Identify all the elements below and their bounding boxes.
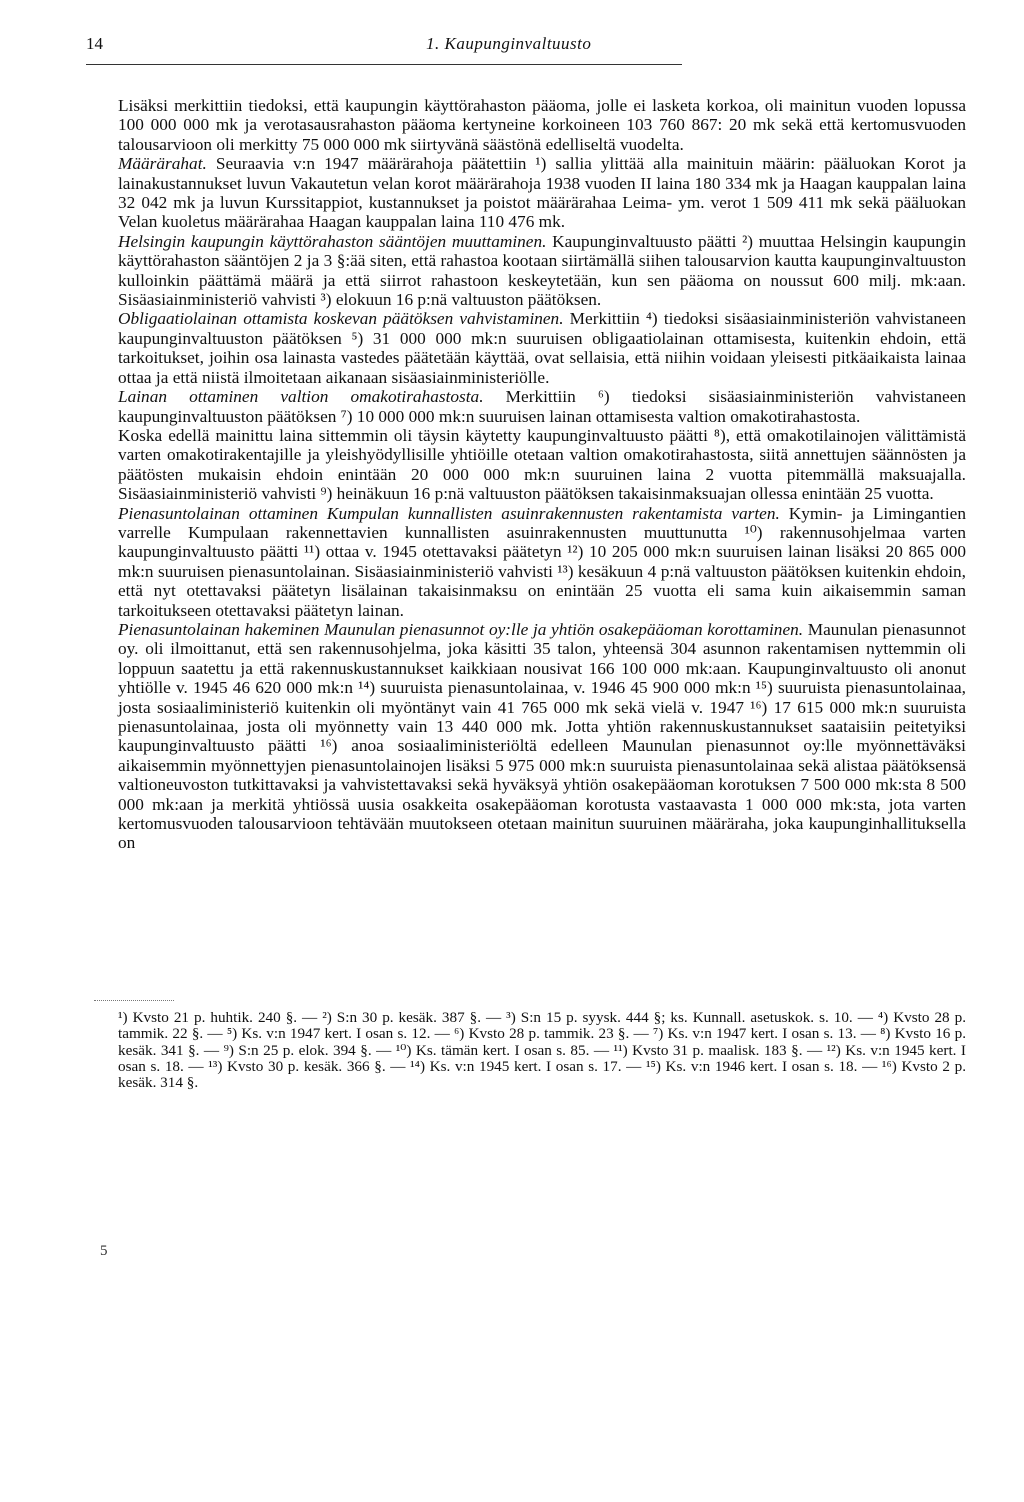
footnote-rule (94, 1000, 174, 1001)
paragraph-text: Maunulan pienasunnot oy. oli ilmoittanut, että sen rakennusohjelma, joka käsitti 35 talon, yhteensä 304 asunnon rakentamisen nyttemmin oli loppuun saatettu ja että rakennuskustannukset kaikkiaan nousivat 166 100 000 mk:aan. Kaupunginvaltuusto oli anonut yhtiölle v. 1945 46 620 000 mk:n ¹⁴) suuruista pienasuntolainaa, v. 1946 45 900 000 mk:n ¹⁵) suuruista pienasuntolainaa, josta sosiaaliministeriö kuitenkin oli myöntänyt vain 41 765 000 mk sekä vielä v. 1947 ¹⁶) 17 615 000 mk:n suuruista pienasuntolainaa, josta oli myönnetty vain 13 440 000 mk. Jotta yhtiön rakennuskustannukset saataisiin peitetyiksi kaupunginvaltuusto päätti ¹⁶) anoa sosiaaliministeriöltä edelleen Maunulan pienasunnot oy:lle myönnettäväksi aikaisemmin myönnettyjen pienasuntolainojen lisäksi 5 975 000 mk:n suuruista pienasuntolainaa sekä alistaa päätöksensä valtioneuvoston tutkittavaksi ja vahvistettavaksi sekä hyväksyä yhtiön osakepääoman korotuksen 7 500 000 mk:sta 8 500 000 mk:aan ja merkitä yhtiössä uusia osakkeita osakepääoman korotusta vastaavasta 1 000 000 mk:sta, jota varten kertomusvuoden talousarvioon tehtävään muutokseen otetaan mainitun suuruinen määräraha, joka kaupunginhallituksella on (118, 619, 966, 853)
paragraph-text: Lisäksi merkittiin tiedoksi, että kaupungin käyttörahaston pääoma, jolle ei lasketa korkoa, oli mainitun vuoden lopussa 100 000 000 mk ja verotasausrahaston pääoma kertyneine korkoineen 103 760 867: 20 mk sekä että kertomusvuoden talousarvioon oli merkitty 75 000 000 mk siirtyvänä säästönä edelliseltä vuodelta. (118, 96, 966, 154)
paragraph (118, 232, 966, 310)
header-rule (86, 64, 682, 65)
page-number: 14 (86, 34, 103, 53)
paragraph-text: Kymin- ja Limingantien varrelle Kumpulaan rakennettavien kunnallisten asuinrakennusten muuttunutta ¹⁰) rakennusohjelmaa varten kaupunginvaltuusto päätti ¹¹) ottaa v. 1945 otettavaksi päätetyn ¹²) 10 205 000 mk:n suuruisen lainan lisäksi 20 865 000 mk:n suuruisen pienasuntolainan. Sisäasiainministeriö vahvisti ¹³) kesäkuun 4 p:nä valtuuston päätöksen kuitenkin ehdoin, että nyt otettavaksi päätetyn lisälainan takaisinmaksu on enintään 25 vuotta eli sama kuin aikaisemmin saman tarkoitukseen otettavaksi päätetyn lainan. (118, 503, 966, 620)
footnotes (118, 1010, 966, 1091)
paragraph (118, 387, 966, 426)
page-header (86, 34, 972, 58)
paragraph-heading: Pienasuntolainan ottaminen Kumpulan kunnallisten asuinrakennusten rakentamista varten. (118, 503, 780, 523)
paragraph-heading: Määrärahat. (118, 154, 207, 174)
paragraph (118, 309, 966, 387)
body-text (118, 96, 966, 853)
paragraph (118, 426, 966, 504)
paragraph-text: Kaupunginvaltuusto päätti ²) muuttaa Helsingin kaupungin käyttörahaston sääntöjen 2 ja 3 §:ää siten, että rahastoa kootaan siirtämällä siihen talousarvion kautta kaupunginvaltuuston kulloinkin päättämä määrä ja että siirrot rahastoon keskeytetään, kun sen pääoma on noussut 600 milj. mk:aan. Sisäasiainministeriö vahvisti ³) elokuun 16 p:nä valtuuston päätöksen. (118, 231, 966, 310)
paragraph (118, 620, 966, 853)
paragraph-text: Merkittiin ⁶) tiedoksi sisäasiainministeriön vahvistaneen kaupunginvaltuuston päätöksen ⁷) 10 000 000 mk:n suuruisen lainan ottamisesta valtion omakotirahastosta. (118, 387, 966, 426)
paragraph-heading: Helsingin kaupungin käyttörahaston sääntöjen muuttaminen. (118, 231, 547, 251)
paragraph-heading: Obligaatiolainan ottamista koskevan päätöksen vahvistaminen. (118, 309, 564, 329)
paragraph (118, 154, 966, 232)
running-title: 1. Kaupunginvaltuusto (426, 34, 592, 53)
paragraph (118, 96, 966, 154)
paragraph (118, 504, 966, 620)
paragraph-heading: Lainan ottaminen valtion omakotirahastosta. (118, 387, 484, 407)
paragraph-text: Seuraavia v:n 1947 määrärahoja päätettiin ¹) sallia ylittää alla mainituin määrin: pääluokan Korot ja lainakustannukset luvun Vakautetun velan korot määrärahoja 1938 vuoden II laina 180 334 mk ja Haagan kauppalan laina 32 042 mk ja luvun Kurssitappiot, kustannukset ja poistot määrärahaa Leima- ym. verot 1 509 411 mk sekä pääluokan Velan kuoletus määrärahaa Haagan kauppalan laina 110 476 mk. (118, 154, 966, 232)
footnote-text: ¹) Kvsto 21 p. huhtik. 240 §. — ²) S:n 30 p. kesäk. 387 §. — ³) S:n 15 p. syysk. 444 §; ks. Kunnall. asetuskok. s. 10. — ⁴) Kvsto 28 p. tammik. 22 §. — ⁵) Ks. v:n 1947 kert. I osan s. 12. — ⁶) Kvsto 28 p. tammik. 23 §. — ⁷) Ks. v:n 1947 kert. I osan s. 13. — ⁸) Kvsto 16 p. kesäk. 341 §. — ⁹) S:n 25 p. elok. 394 §. — ¹⁰) Ks. tämän kert. I osan s. 85. — ¹¹) Kvsto 31 p. maalisk. 183 §. — ¹²) Ks. v:n 1945 kert. I osan s. 18. — ¹³) Kvsto 30 p. kesäk. 366 §. — ¹⁴) Ks. v:n 1945 kert. I osan s. 17. — ¹⁵) Ks. v:n 1946 kert. I osan s. 18. — ¹⁶) Kvsto 2 p. kesäk. 314 §. (118, 1009, 966, 1092)
margin-mark: 5 (100, 1243, 108, 1259)
paragraph-heading: Pienasuntolainan hakeminen Maunulan pienasunnot oy:lle ja yhtiön osakepääoman korottaminen. (118, 619, 804, 639)
paragraph-text: Merkittiin ⁴) tiedoksi sisäasiainministeriön vahvistaneen kaupunginvaltuuston päätöksen ⁵) 31 000 000 mk:n suuruisen obligaatiolainan ottamisesta, kuitenkin ehdoin, että tarkoitukset, joihin osa lainasta vastedes päätetään käyttää, ovat sellaisia, että niihin voidaan yleisesti pitkäaikaista lainaa ottaa ja että niistä ilmoitetaan aikanaan sisäasiainministeriölle. (118, 309, 966, 387)
paragraph-text: Koska edellä mainittu laina sittemmin oli täysin käytetty kaupunginvaltuusto päätti ⁸), että omakotilainojen välittämistä varten omakotirakentajille ja yleishyödyllisille yhtiöille otetaan valtion omakotirahastosta, siitä annettujen säännösten ja päätösten mukaisin ehdoin enintään 20 000 000 mk:n suuruinen laina 2 vuotta pitemmällä maksuajalla. Sisäasiainministeriö vahvisti ⁹) heinäkuun 16 p:nä valtuuston päätöksen takaisinmaksuajan ollessa enintään 25 vuotta. (118, 425, 966, 504)
